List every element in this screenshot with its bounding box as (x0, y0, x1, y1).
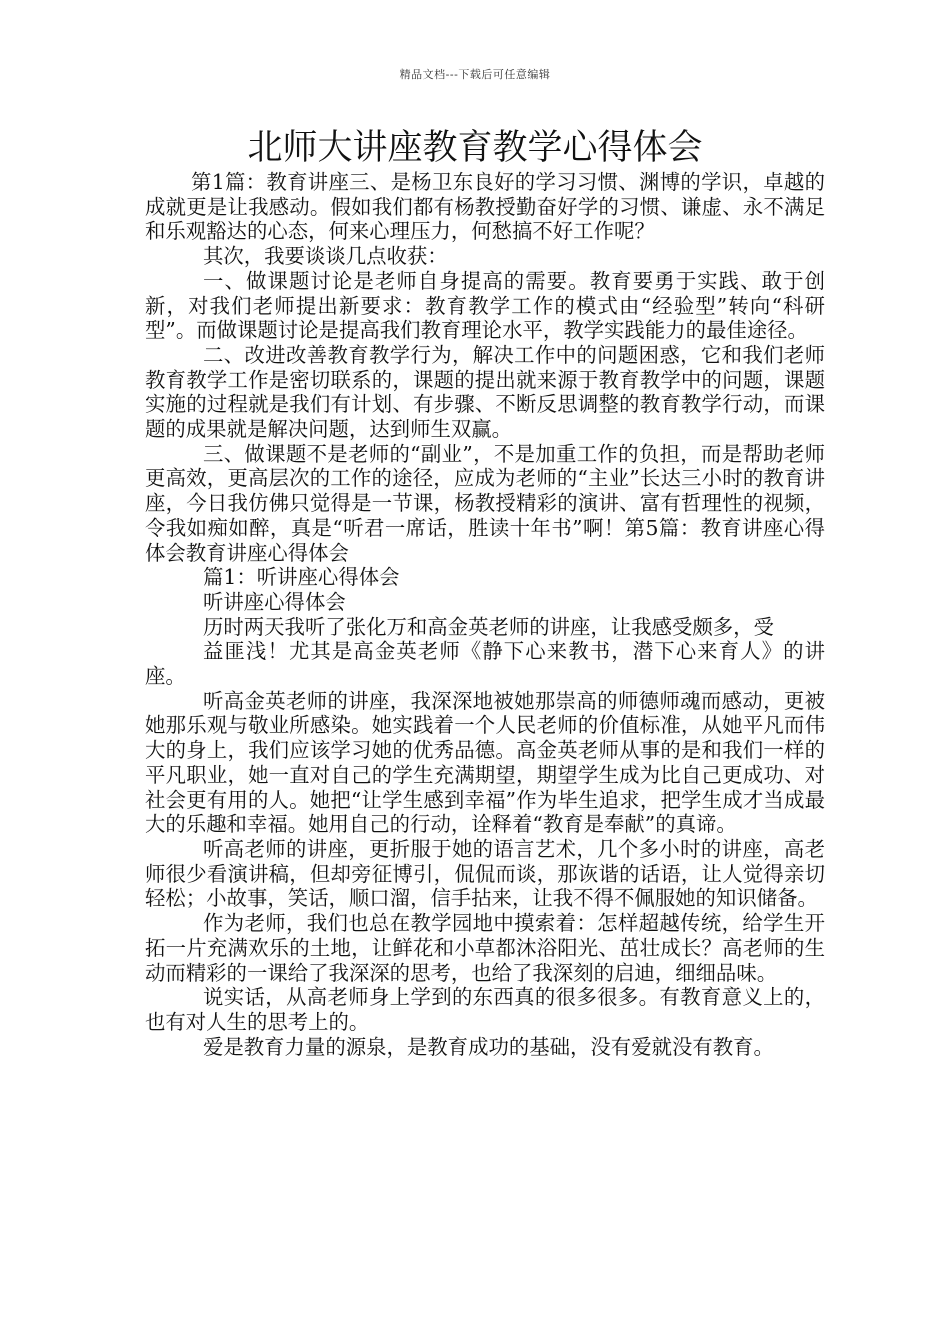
paragraph: 听讲座心得体会 (203, 589, 346, 614)
paragraph: 第1篇：教育讲座三、是杨卫东良好的学习习惯、渊博的学识，卓越的成就更是让我感动。假如我们都有杨教授勤奋好学的习惯、谦虚、永不满足和乐观豁达的心态，何来心理压力，何愁搞不好工作呢？ (145, 170, 825, 244)
paragraph: 其次，我要谈谈几点收获： (203, 244, 448, 269)
paragraph: 爱是教育力量的源泉，是教育成功的基础，没有爱就没有教育。 (203, 1034, 774, 1059)
paragraph: 篇1：听讲座心得体会 (203, 565, 400, 590)
paragraph: 益匪浅！尤其是高金英老师《静下心来教书，潜下心来育人》的讲座。 (145, 639, 825, 689)
paragraph: 二、改进改善教育教学行为，解决工作中的问题困惑，它和我们老师教育教学工作是密切联系的，课题的提出就来源于教育教学中的问题，课题实施的过程就是我们有计划、有步骤、不断反思调整的教育教学行动，而课题的成果就是解决问题，达到师生双赢。 (145, 342, 825, 442)
paragraph: 作为老师，我们也总在教学园地中摸索着：怎样超越传统，给学生开拓一片充满欢乐的土地，让鲜花和小草都沐浴阳光、茁壮成长？高老师的生动而精彩的一课给了我深深的思考，也给了我深刻的启迪，细细品味。 (145, 911, 825, 985)
paragraph: 听高老师的讲座，更折服于她的语言艺术，几个多小时的讲座，高老师很少看演讲稿，但却旁征博引，侃侃而谈，那诙谐的话语，让人觉得亲切轻松；小故事，笑话，顺口溜，信手拈来，让我不得不佩服她的知识储备。 (145, 836, 825, 911)
header-note: 精品文档---下载后可任意编辑 (399, 68, 551, 81)
paragraph: 听高金英老师的讲座，我深深地被她那崇高的师德师魂而感动，更被她那乐观与敬业所感染。她实践着一个人民老师的价值标准，从她平凡而伟大的身上，我们应该学习她的优秀品德。高金英老师从事的是和我们一样的平凡职业，她一直对自己的学生充满期望，期望学生成为比自己更成功、对社会更有用的人。她把“让学生感到幸福”作为毕生追求，把学生成才当成最大的乐趣和幸福。她用自己的行动，诠释着“教育是奉献”的真谛。 (145, 688, 825, 837)
document-title: 北师大讲座教育教学心得体会 (247, 128, 703, 168)
paragraph: 一、做课题讨论是老师自身提高的需要。教育要勇于实践、敢于创新，对我们老师提出新要求：教育教学工作的模式由“经验型”转向“科研型”。而做课题讨论是提高我们教育理论水平，教学实践能力的最佳途径。 (145, 268, 825, 343)
document-body (145, 170, 825, 1059)
paragraph: 历时两天我听了张化万和高金英老师的讲座，让我感受颇多，受 (203, 614, 774, 639)
paragraph: 说实话，从高老师身上学到的东西真的很多很多。有教育意义上的，也有对人生的思考上的。 (145, 985, 825, 1034)
paragraph: 三、做课题不是老师的“副业”，不是加重工作的负担，而是帮助老师更高效，更高层次的工作的途径，应成为老师的“主业”长达三小时的教育讲座，今日我仿佛只觉得是一节课，杨教授精彩的演讲、富有哲理性的视频，令我如痴如醉，真是“听君一席话，胜读十年书”啊！第5篇：教育讲座心得体会教育讲座心得体会 (145, 441, 825, 565)
